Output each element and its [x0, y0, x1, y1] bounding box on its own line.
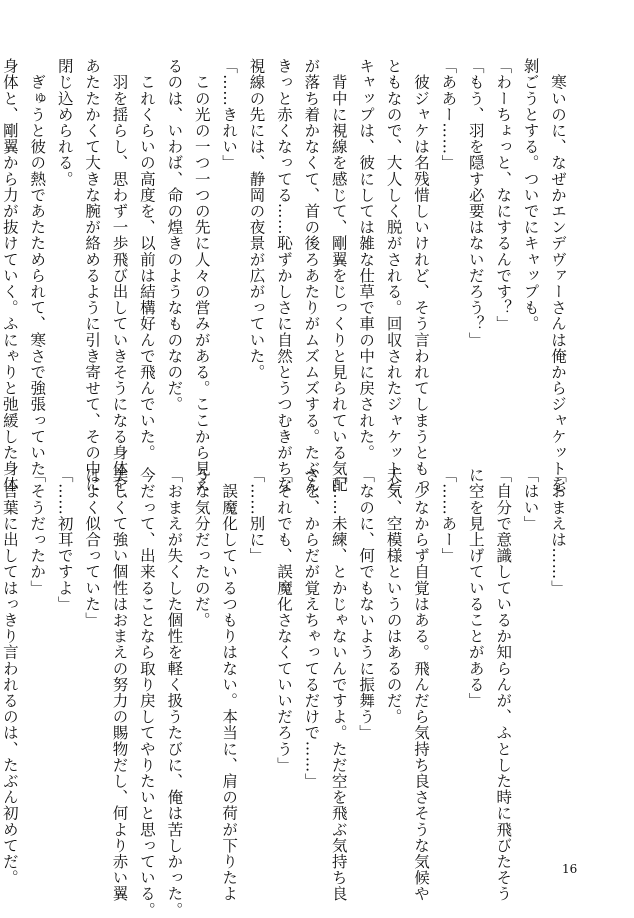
text-line: ぎゅうと彼の熱であたためられて、寒さで強張っていた	[28, 58, 47, 477]
text-line: はよく似合っていた」	[83, 467, 102, 628]
text-line: あたたかくて大きな腕が絡めるように引き寄せて、その中に	[83, 58, 102, 493]
text-line: 「ああー……」	[439, 58, 458, 171]
text-line: 誤魔化しているつもりはない。本当に、肩の荷が下りたよ	[220, 467, 239, 902]
page-number: 16	[562, 862, 578, 876]
text-line: 「もう、羽を隠す必要はないだろう？」	[466, 58, 485, 348]
text-line: 彼ジャケは名残惜しいけれど、そう言われてしまうともっ	[411, 58, 430, 493]
text-line: 「おまえが失くした個性を軽く扱うたびに、俺は苦しかった。	[165, 467, 184, 918]
text-line: 「……初耳ですよ」	[55, 467, 74, 612]
text-line: 言葉に出してはっきり言われるのは、たぶん初めてだ。	[0, 467, 19, 886]
text-line: 「それでも、誤魔化さなくていいだろう」	[274, 467, 293, 773]
text-line: キャップは、彼にしては雑な仕草で車の中に戻された。	[357, 58, 376, 461]
text-line: 閉じ込められる。	[55, 58, 74, 187]
text-line: に空を見上げていることがある」	[466, 467, 485, 709]
text-line: 「そうだったか」	[28, 467, 47, 596]
text-line: うな気分だったのだ。	[192, 467, 211, 628]
text-line: さを、からだが覚えちゃってるだけで……」	[302, 467, 321, 789]
text-line: 「……あー」	[439, 467, 458, 564]
text-line: 少なからず自覚はある。飛んだら気持ち良さそうな気候や	[411, 467, 430, 902]
text-line: 「おまえは……」	[549, 467, 567, 596]
text-line: 「はい」	[521, 467, 540, 532]
text-line: 今だって、出来ることなら取り戻してやりたいと思っている。	[137, 467, 156, 918]
text-line: 寒いのに、なぜかエンデヴァーさんは俺からジャケットを	[549, 58, 567, 493]
text-line: 視線の先には、静岡の夜景が広がっていた。	[247, 58, 266, 380]
text-line: 身体と、剛翼から力が抜けていく。ふにゃりと弛緩した身体	[0, 58, 19, 493]
text-line: るのは、いわば、命の煌きのようなものなのだ。	[165, 58, 184, 413]
text-line: 天気、空模様というのはあるのだ。	[384, 467, 403, 725]
text-line: 「……未練、とかじゃないんですよ。ただ空を飛ぶ気持ち良	[329, 467, 348, 902]
text-line: これくらいの高度を、以前は結構好んで飛んでいた。	[137, 58, 156, 461]
text-line: が落ち着かなくて、首の後ろあたりがムズムズする。たぶん、	[302, 58, 321, 509]
text-line: この光の一つ一つの先に人々の営みがある。ここから見え	[192, 58, 211, 493]
text-line: 「……別に」	[247, 467, 266, 564]
text-line: 背中に視線を感じて、剛翼をじっくりと見られている気配	[329, 58, 348, 493]
text-line: 「……きれい」	[220, 58, 239, 171]
text-line: 美しくて強い個性はおまえの努力の賜物だし、何より赤い翼	[110, 467, 129, 902]
text-line: 「なのに、何でもないように振舞う」	[357, 467, 376, 741]
text-line: 「自分で意識しているか知らんが、ふとした時に飛びたそう	[494, 467, 513, 902]
text-line: 「わーちょっと、なにするんです？」	[494, 58, 513, 332]
text-line: きっと赤くなってる……恥ずかしさに自然とうつむきがちな	[274, 58, 293, 493]
upper-text-block	[0, 58, 571, 509]
text-line: 羽を揺らし、思わず一歩飛び出していきそうになる身体を、	[110, 58, 129, 509]
text-line: 剝ごうとする。ついでにキャップも。	[521, 58, 540, 332]
text-line: ともなので、大人しく脱がされる。回収されたジャケットと	[384, 58, 403, 493]
